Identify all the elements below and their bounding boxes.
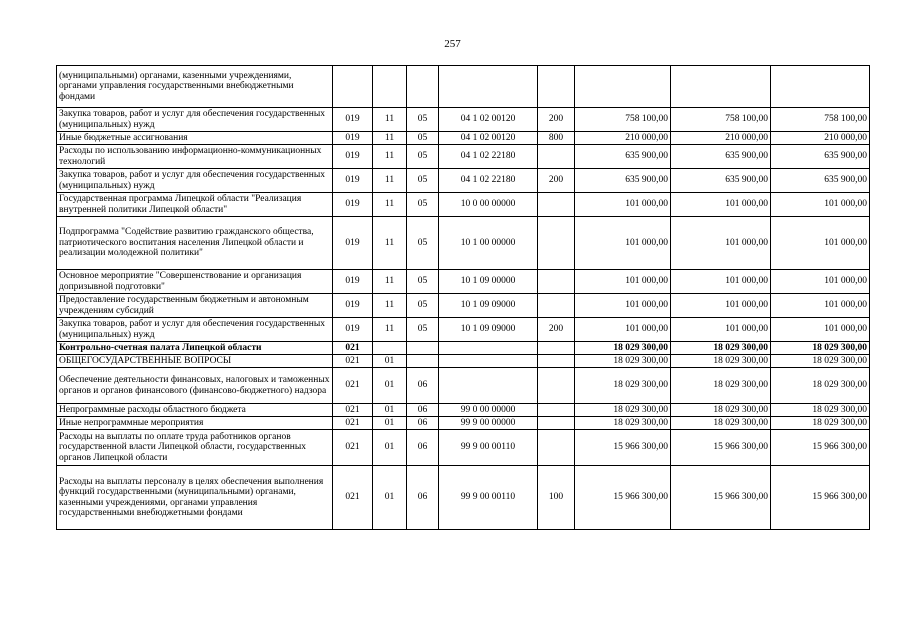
amount-year-3: 18 029 300,00 [771,368,870,404]
amount-year-3: 101 000,00 [771,318,870,342]
target-article [439,368,538,404]
amount-year-1: 18 029 300,00 [575,404,671,417]
section-code: 01 [373,368,407,404]
target-article: 04 1 02 00120 [439,108,538,132]
amount-year-2: 15 966 300,00 [671,430,771,466]
section-code: 01 [373,466,407,530]
section-code: 11 [373,108,407,132]
section-code: 11 [373,270,407,294]
amount-year-1: 210 000,00 [575,132,671,145]
table-row [57,193,870,217]
expense-type: 100 [538,466,575,530]
row-name: Предоставление государственным бюджетным и автономным учреждениям субсидий [57,294,333,318]
amount-year-3 [771,66,870,108]
ministry-code: 021 [333,368,373,404]
row-name: Обеспечение деятельности финансовых, налоговых и таможенных органов и органов финансового (финансово-бюджетного) надзора [57,368,333,404]
amount-year-1: 18 029 300,00 [575,417,671,430]
table-body [57,66,870,530]
expense-type [538,270,575,294]
amount-year-2: 18 029 300,00 [671,404,771,417]
row-name: Закупка товаров, работ и услуг для обеспечения государственных (муниципальных) нужд [57,108,333,132]
amount-year-3: 635 900,00 [771,145,870,169]
ministry-code: 021 [333,404,373,417]
row-name: Закупка товаров, работ и услуг для обеспечения государственных (муниципальных) нужд [57,169,333,193]
target-article [439,342,538,355]
row-name: Расходы на выплаты по оплате труда работников органов государственной власти Липецкой области, государственных органов Липецкой области [57,430,333,466]
subsection-code: 06 [407,417,439,430]
table-row [57,466,870,530]
target-article [439,66,538,108]
subsection-code: 05 [407,145,439,169]
target-article: 10 1 09 00000 [439,270,538,294]
target-article: 99 9 00 00110 [439,466,538,530]
amount-year-2: 18 029 300,00 [671,355,771,368]
amount-year-3: 18 029 300,00 [771,417,870,430]
expense-type [538,417,575,430]
row-name: Государственная программа Липецкой области "Реализация внутренней политики Липецкой области" [57,193,333,217]
amount-year-2: 18 029 300,00 [671,368,771,404]
ministry-code: 019 [333,169,373,193]
table-row [57,318,870,342]
row-name: Непрограммные расходы областного бюджета [57,404,333,417]
target-article: 99 0 00 00000 [439,404,538,417]
target-article: 04 1 02 00120 [439,132,538,145]
ministry-code [333,66,373,108]
amount-year-1: 18 029 300,00 [575,355,671,368]
row-name: Закупка товаров, работ и услуг для обеспечения государственных (муниципальных) нужд [57,318,333,342]
page-number: 257 [444,38,461,50]
table-row [57,368,870,404]
target-article: 10 1 00 00000 [439,217,538,270]
amount-year-1: 15 966 300,00 [575,466,671,530]
row-name: ОБЩЕГОСУДАРСТВЕННЫЕ ВОПРОСЫ [57,355,333,368]
section-code: 11 [373,145,407,169]
ministry-code: 021 [333,342,373,355]
amount-year-3: 758 100,00 [771,108,870,132]
amount-year-3: 18 029 300,00 [771,355,870,368]
ministry-code: 019 [333,193,373,217]
amount-year-2: 18 029 300,00 [671,342,771,355]
table-row [57,145,870,169]
expense-type [538,342,575,355]
amount-year-1: 101 000,00 [575,294,671,318]
table-row [57,132,870,145]
ministry-code: 019 [333,217,373,270]
target-article: 04 1 02 22180 [439,169,538,193]
ministry-code: 021 [333,417,373,430]
expense-type: 200 [538,318,575,342]
subsection-code [407,355,439,368]
subsection-code: 05 [407,270,439,294]
amount-year-2: 635 900,00 [671,145,771,169]
subsection-code: 05 [407,108,439,132]
section-code: 01 [373,404,407,417]
amount-year-3: 18 029 300,00 [771,342,870,355]
expense-type [538,368,575,404]
amount-year-2: 15 966 300,00 [671,466,771,530]
expense-type [538,145,575,169]
amount-year-3: 101 000,00 [771,270,870,294]
amount-year-1: 635 900,00 [575,169,671,193]
amount-year-2: 210 000,00 [671,132,771,145]
amount-year-2: 101 000,00 [671,294,771,318]
subsection-code: 06 [407,404,439,417]
amount-year-1: 635 900,00 [575,145,671,169]
amount-year-2: 101 000,00 [671,193,771,217]
amount-year-1: 15 966 300,00 [575,430,671,466]
ministry-code: 019 [333,108,373,132]
expense-type: 800 [538,132,575,145]
ministry-code: 019 [333,318,373,342]
section-code: 11 [373,318,407,342]
amount-year-1: 18 029 300,00 [575,368,671,404]
target-article: 10 1 09 09000 [439,318,538,342]
expense-type: 200 [538,108,575,132]
amount-year-3: 210 000,00 [771,132,870,145]
subsection-code: 05 [407,294,439,318]
row-name: Основное мероприятие "Совершенствование и организация допризывной подготовки" [57,270,333,294]
table-row [57,169,870,193]
budget-table [56,65,870,530]
section-code [373,66,407,108]
subsection-code [407,342,439,355]
section-code: 11 [373,132,407,145]
amount-year-1 [575,66,671,108]
target-article [439,355,538,368]
subsection-code: 06 [407,466,439,530]
row-name: Расходы по использованию информационно-коммуникационных технологий [57,145,333,169]
subsection-code: 06 [407,430,439,466]
expense-type [538,404,575,417]
ministry-code: 021 [333,430,373,466]
ministry-code: 021 [333,355,373,368]
table-row [57,342,870,355]
amount-year-3: 101 000,00 [771,193,870,217]
expense-type [538,294,575,318]
subsection-code: 05 [407,217,439,270]
ministry-code: 019 [333,294,373,318]
subsection-code [407,66,439,108]
subsection-code: 05 [407,169,439,193]
amount-year-1: 101 000,00 [575,318,671,342]
section-code: 11 [373,169,407,193]
section-code: 11 [373,217,407,270]
row-name: Иные непрограммные мероприятия [57,417,333,430]
section-code [373,342,407,355]
target-article: 10 1 09 09000 [439,294,538,318]
amount-year-1: 18 029 300,00 [575,342,671,355]
subsection-code: 05 [407,193,439,217]
row-name: Расходы на выплаты персоналу в целях обеспечения выполнения функций государственными (муниципальными) органами, казенными учреждениями, органами управления государственными внебюджетными фондами [57,466,333,530]
amount-year-1: 101 000,00 [575,270,671,294]
target-article: 10 0 00 00000 [439,193,538,217]
amount-year-3: 635 900,00 [771,169,870,193]
ministry-code: 019 [333,270,373,294]
expense-type [538,430,575,466]
section-code: 11 [373,193,407,217]
ministry-code: 019 [333,145,373,169]
amount-year-2: 101 000,00 [671,217,771,270]
table-row [57,66,870,108]
amount-year-3: 15 966 300,00 [771,466,870,530]
amount-year-2: 101 000,00 [671,270,771,294]
section-code: 01 [373,430,407,466]
target-article: 99 9 00 00000 [439,417,538,430]
amount-year-3: 101 000,00 [771,217,870,270]
target-article: 99 9 00 00110 [439,430,538,466]
target-article: 04 1 02 22180 [439,145,538,169]
table-row [57,270,870,294]
row-name: Подпрограмма "Содействие развитию гражданского общества, патриотического воспитания населения Липецкой области и реализации молодежной политики" [57,217,333,270]
amount-year-2 [671,66,771,108]
amount-year-2: 758 100,00 [671,108,771,132]
subsection-code: 05 [407,318,439,342]
amount-year-2: 635 900,00 [671,169,771,193]
expense-type [538,193,575,217]
ministry-code: 021 [333,466,373,530]
table-row [57,294,870,318]
table-row [57,355,870,368]
amount-year-3: 15 966 300,00 [771,430,870,466]
row-name: (муниципальными) органами, казенными учреждениями, органами управления государственными внебюджетными фондами [57,66,333,108]
expense-type [538,66,575,108]
ministry-code: 019 [333,132,373,145]
amount-year-3: 101 000,00 [771,294,870,318]
section-code: 01 [373,417,407,430]
amount-year-2: 101 000,00 [671,318,771,342]
amount-year-1: 758 100,00 [575,108,671,132]
amount-year-1: 101 000,00 [575,193,671,217]
table-row [57,108,870,132]
section-code: 11 [373,294,407,318]
amount-year-2: 18 029 300,00 [671,417,771,430]
expense-type: 200 [538,169,575,193]
table-row [57,417,870,430]
subsection-code: 06 [407,368,439,404]
expense-type [538,217,575,270]
row-name: Контрольно-счетная палата Липецкой области [57,342,333,355]
amount-year-3: 18 029 300,00 [771,404,870,417]
table-row [57,217,870,270]
section-code: 01 [373,355,407,368]
amount-year-1: 101 000,00 [575,217,671,270]
expense-type [538,355,575,368]
subsection-code: 05 [407,132,439,145]
row-name: Иные бюджетные ассигнования [57,132,333,145]
table-row [57,430,870,466]
table-row [57,404,870,417]
